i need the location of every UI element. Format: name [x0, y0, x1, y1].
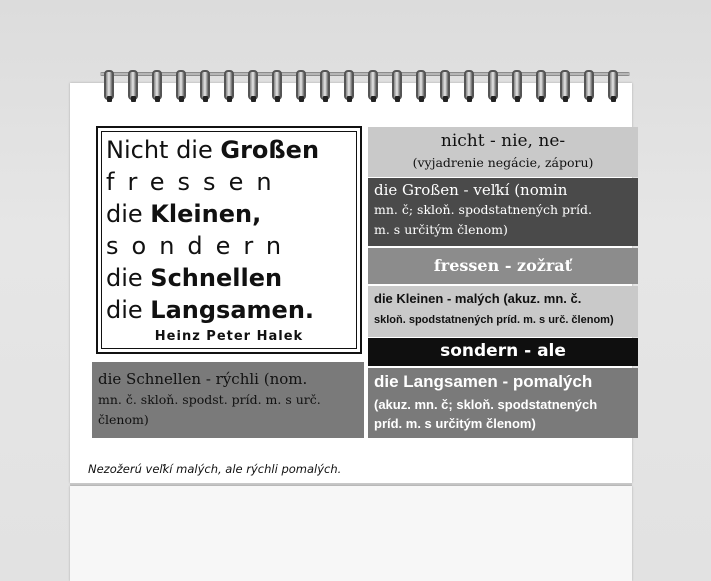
- spiral-ring: [608, 70, 618, 100]
- gloss-nicht-title: nicht - nie, ne-: [440, 131, 566, 151]
- quote-word: die: [106, 296, 151, 324]
- gloss-grossen: [368, 178, 638, 246]
- spiral-ring: [440, 70, 450, 100]
- quote-line-6: [106, 298, 314, 322]
- quote-word: die: [106, 264, 151, 292]
- gloss-grossen-line1: die Großen - veľkí (nomin: [374, 181, 568, 199]
- gloss-kleinen: [368, 286, 638, 337]
- spiral-ring: [128, 70, 138, 100]
- gloss-nicht-note: (vyjadrenie negácie, záporu): [412, 155, 594, 170]
- quote-line-3: [106, 202, 261, 226]
- gloss-langsamen-line2: (akuz. mn. č; skloň. spodstatnených: [374, 397, 598, 412]
- gloss-langsamen-line3: príd. m. s určitým členom): [374, 416, 536, 431]
- spiral-ring: [248, 70, 258, 100]
- gloss-sondern: [368, 338, 638, 366]
- spiral-ring: [512, 70, 522, 100]
- spiral-ring: [368, 70, 378, 100]
- spiral-ring: [296, 70, 306, 100]
- quote-line-2: fressen: [106, 168, 285, 196]
- quote-word-bold: Schnellen: [150, 264, 283, 292]
- gloss-fressen: [368, 248, 638, 284]
- spiral-ring: [584, 70, 594, 100]
- calendar-card-bottom: [70, 486, 632, 581]
- spiral-ring: [488, 70, 498, 100]
- gloss-kleinen-line2: skloň. spodstatnených príd. m. s urč. členom): [374, 314, 614, 326]
- gloss-schnellen-line3: členom): [98, 412, 149, 427]
- gloss-grossen-line3: m. s určitým členom): [374, 222, 508, 237]
- spiral-ring: [272, 70, 282, 100]
- spiral-ring: [200, 70, 210, 100]
- gloss-langsamen: [368, 368, 638, 438]
- spiral-ring: [224, 70, 234, 100]
- quote-word: die: [106, 200, 151, 228]
- spiral-ring: [560, 70, 570, 100]
- quote-word-bold: Kleinen,: [150, 200, 262, 228]
- quote-box: [96, 126, 362, 354]
- gloss-sondern-title: sondern - ale: [440, 341, 566, 361]
- gloss-fressen-title: fressen - zožrať: [433, 256, 573, 275]
- spiral-ring: [464, 70, 474, 100]
- gloss-schnellen: [92, 362, 364, 438]
- spiral-ring: [320, 70, 330, 100]
- gloss-schnellen-line2: mn. č. skloň. spodst. príd. m. s urč.: [98, 392, 321, 407]
- gloss-langsamen-line1: die Langsamen - pomalých: [374, 372, 593, 391]
- gloss-grossen-line2: mn. č; skloň. spodstatnených príd.: [374, 202, 592, 217]
- spiral-ring: [536, 70, 546, 100]
- quote-line-5: [106, 266, 282, 290]
- spiral-binding: [100, 70, 630, 104]
- quote-word-bold: Großen: [220, 136, 320, 164]
- spiral-ring: [416, 70, 426, 100]
- spiral-ring: [344, 70, 354, 100]
- spiral-ring: [152, 70, 162, 100]
- gloss-kleinen-line1: die Kleinen - malých (akuz. mn. č.: [374, 291, 582, 306]
- translation-caption: Nezožerú veľkí malých, ale rýchli pomalých.: [88, 462, 342, 476]
- gloss-schnellen-line1: die Schnellen - rýchli (nom.: [98, 370, 308, 388]
- gloss-nicht: [368, 127, 638, 177]
- quote-word: Nicht die: [106, 136, 221, 164]
- spiral-ring: [392, 70, 402, 100]
- quote-line-4: sondern: [106, 232, 295, 260]
- quote-author: Heinz Peter Halek: [154, 329, 304, 344]
- spiral-ring: [104, 70, 114, 100]
- quote-word-bold: Langsamen.: [150, 296, 315, 324]
- quote-line-1: [106, 138, 319, 162]
- spiral-ring: [176, 70, 186, 100]
